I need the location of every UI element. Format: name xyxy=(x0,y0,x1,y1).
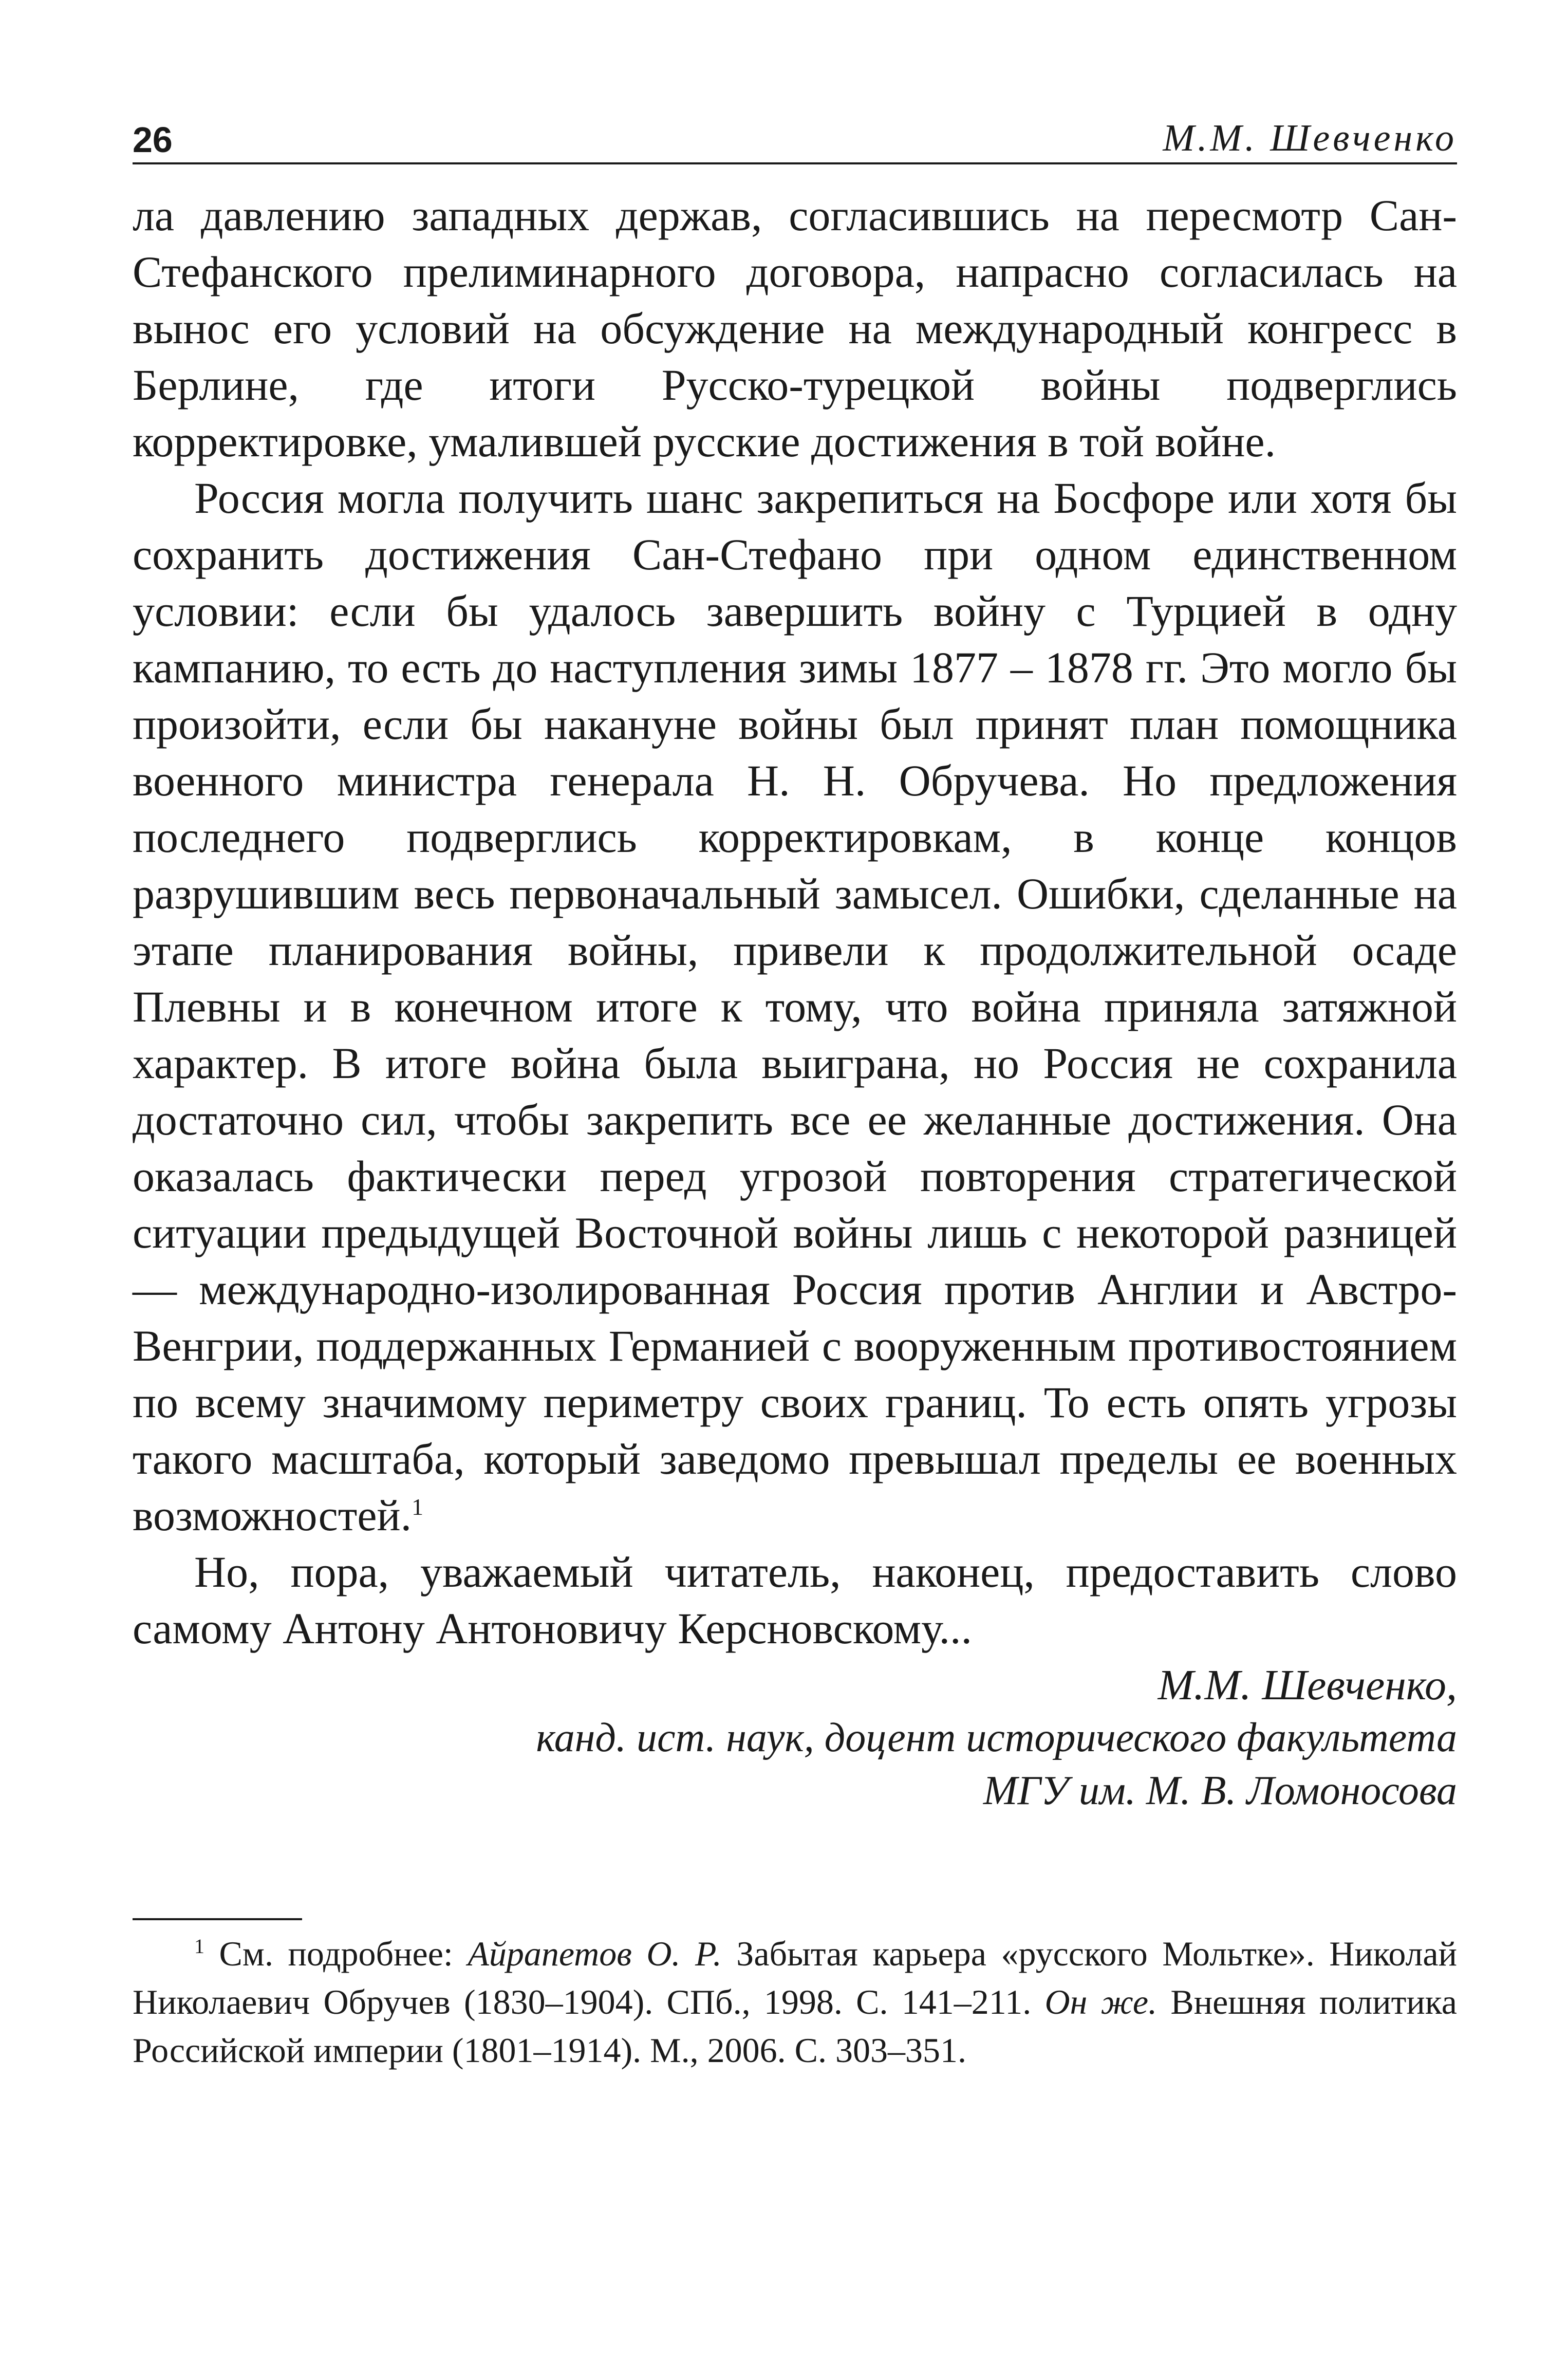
page-number: 26 xyxy=(133,120,173,160)
footnote-ibid: Он же. xyxy=(1044,1982,1158,2021)
main-text xyxy=(133,187,1457,1657)
book-page xyxy=(133,113,1457,2074)
author-name: М.М. Шевченко, xyxy=(1158,1661,1457,1709)
footnote-author: Айрапетов О. Р. xyxy=(468,1934,722,1973)
footnote-reference[interactable]: 1 xyxy=(412,1494,424,1520)
paragraph: Россия могла получить шанс закрепиться на Босфоре или хотя бы сохранить достижения Сан-Стефано при одном единственном условии: если бы удалось завершить войну с Турцией в одну кампанию, то есть до наступления зимы 1877 – 1878 гг. Это могло бы произойти, если бы накануне войны был принят план помощника военного министра генерала Н. Н. Обручева. Но предложения последнего подверглись корректировкам, в конце концов разрушившим весь первоначальный замысел. Ошибки, сделанные на этапе планирования войны, привели к продолжительной осаде Плевны и в конечном итоге к тому, что война приняла затяжной характер. В итоге война была выиграна, но Россия не сохранила достаточно сил, чтобы закрепить все ее желанные достижения. Она оказалась фактически перед угрозой повторения стратегической ситуации предыдущей Восточной войны лишь с некоторой разницей — международно-изолированная Россия против Англии и Австро-Венгрии, поддержанных Германией с вооруженным противостоянием по всему значимому периметру своих границ. То есть опять угрозы такого масштаба, который заведомо превышал пределы ее военных возможностей.$^1$ xyxy=(133,473,1457,1540)
author-affiliation: МГУ им. М. В. Ломоносова xyxy=(983,1768,1457,1813)
footnote-marker: 1 xyxy=(194,1935,204,1958)
author-signature xyxy=(133,1659,1457,1817)
footnote: $^1$ См. подробнее: Айрапетов О. Р. Забытая карьера «русского Мольтке». Николай Николаевич Обручев (1830–1904). СПб., 1998. С. 141–211. Он же. Внешняя политика Российской империи (1801–1914). М., 2006. С. 303–351. xyxy=(133,1934,1457,2070)
author-title: канд. ист. наук, доцент исторического факультета xyxy=(536,1715,1457,1760)
paragraph: ла давлению западных держав, согласившись на пересмотр Сан-Стефанского прелиминарного договора, напрасно согласилась на вынос его условий на обсуждение на международный конгресс в Берлине, где итоги Русско-турецкой войны подверглись корректировке, умалившей русские достижения в той войне. xyxy=(133,191,1457,466)
running-head: М.М. Шевченко xyxy=(1163,117,1457,159)
paragraph: Но, пора, уважаемый читатель, наконец, предоставить слово самому Антону Антоновичу Керсновскому... xyxy=(133,1547,1457,1653)
page-header xyxy=(133,113,1457,164)
footnote-divider xyxy=(133,1918,302,1920)
